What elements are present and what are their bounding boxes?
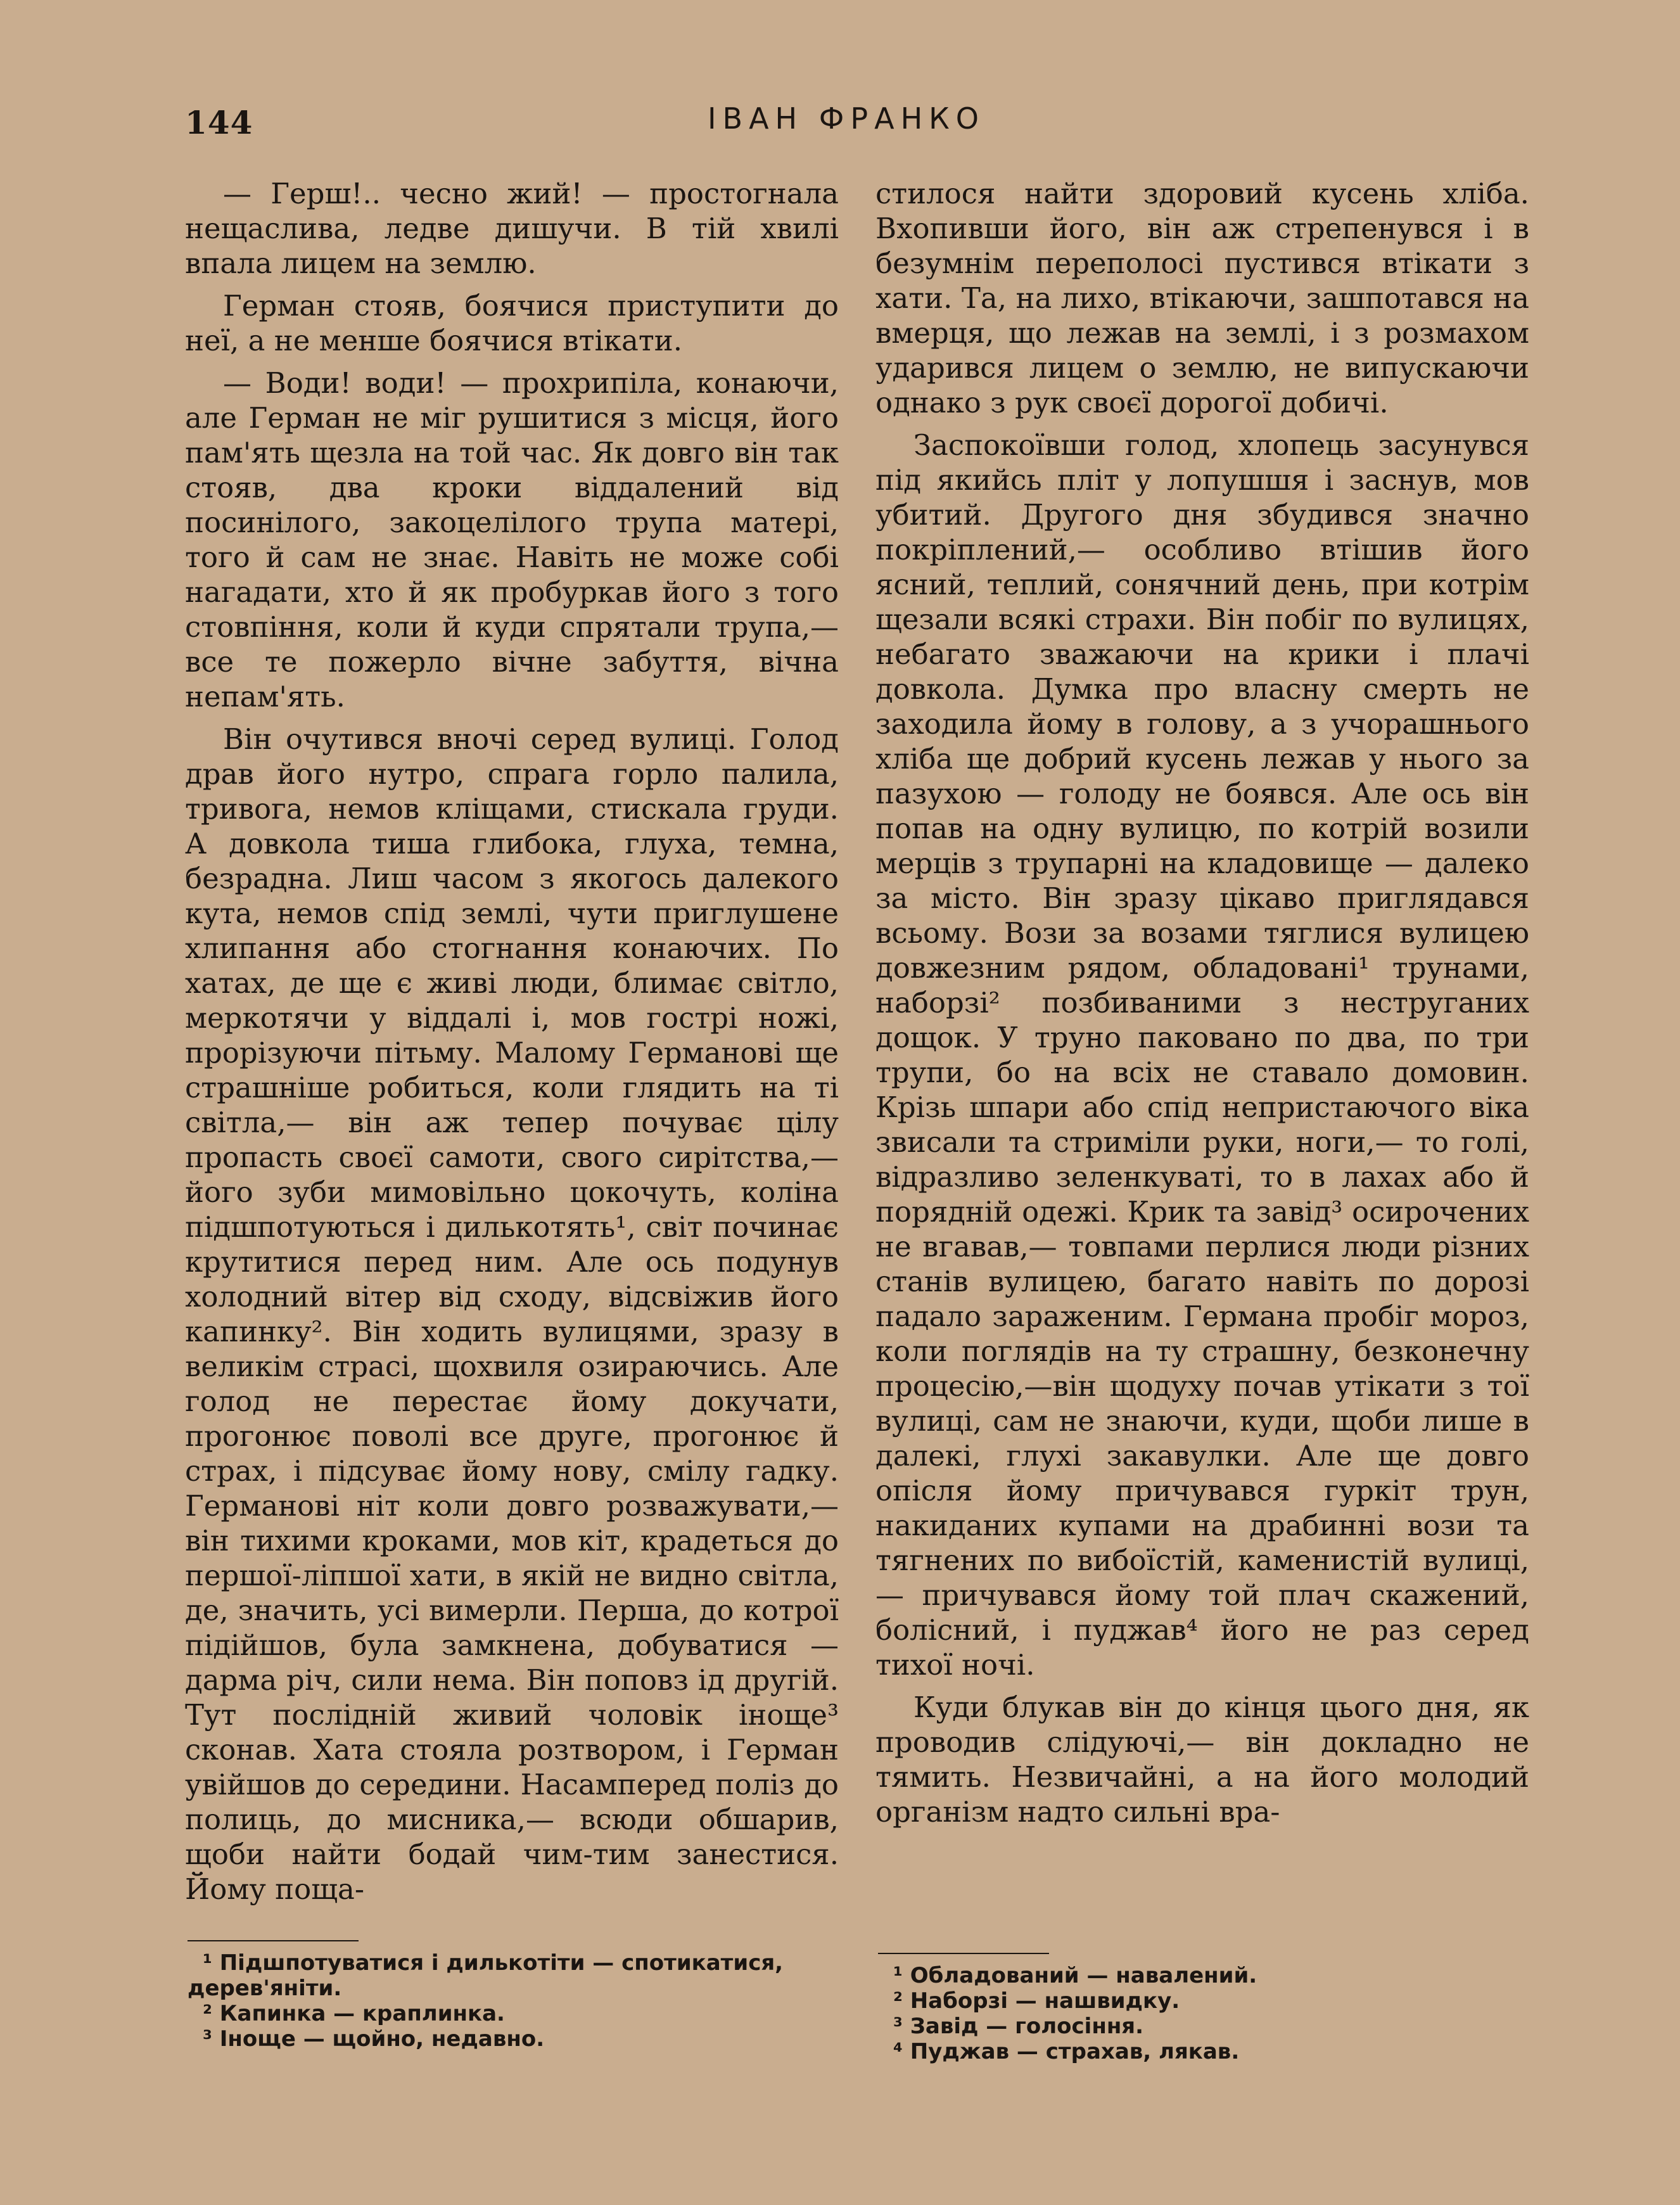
- right-column: [875, 176, 1529, 1829]
- paragraph: — Герш!.. чесно жий! — простогнала нещаслива, ледве дишучи. В тій хвилі впала лицем на землю.: [185, 177, 839, 280]
- paragraph: Заспокоївши голод, хлопець засунувся під якийсь пліт у лопушшя і заснув, мов убитий. Другого дня збудився значно покріплений,— особливо втішив його ясний, теплий, сонячний день, при котрім щезали всякі страхи. Він побіг по вулицях, небагато зважаючи на крики і плачі довкола. Думка про власну смерть не заходила йому в голову, а з учорашнього хліба ще добрий кусень лежав у нього за пазухою — голоду не боявся. Але ось він попав на одну вулицю, по котрій возили мерців з трупарні на кладовище — далеко за місто. Він зразу цікаво приглядався всьому. Вози за возами тяглися вулицею довжезним рядом, обладовані¹ трунами, наборзі² позбиваними з неструганих дощок. У труно паковано по два, по три трупи, бо на всіх не ставало домовин. Крізь шпари або спід непристаючого віка звисали та стриміли руки, ноги,— то голі, відразливо зеленкуваті, то в лахах або й порядній одежі. Крик та завід³ осирочених не вгавав,— товпами перлися люди різних станів вулицею, багато навіть по дорозі падало зараженим. Германа пробіг мороз, коли поглядів на ту страшну, безконечну процесію,—він щодуху почав утікати з тої вулиці, сам не знаючи, куди, щоби лише в далекі, глухі закавулки. Але ще довго опісля йому причувався гуркіт трун, накиданих купами на драбинні вози та тягнених по вибоїстій, каменистій вулиці,— причувався йому той плач скажений, болісний, і пуджав⁴ його не раз серед тихої ночі.: [875, 428, 1529, 1682]
- footnote-rule: [188, 1940, 359, 1941]
- footnote-rule: [878, 1953, 1049, 1954]
- paragraph: Він очутився вночі серед вулиці. Голод драв його нутро, спрага горло палила, тривога, немов кліщами, стискала груди. А довкола тиша глибока, глуха, темна, безрадна. Лиш часом з якогось далекого кута, немов спід землі, чути приглушене хлипання або стогнання конаючих. По хатах, де ще є живі люди, блимає світло, меркотячи у віддалі і, мов гострі ножі, прорізуючи пітьму. Малому Германові ще страшніше робиться, коли глядить на ті світла,— він аж тепер почуває цілу пропасть своєї самоти, свого сирітства,— його зуби мимовільно цокочуть, коліна підшпотуються і дилькотять¹, світ починає крутитися перед ним. Але ось подунув холодний вітер від сходу, відсвіжив його капинку². Він ходить вулицями, зразу в великім страсі, щохвиля озираючись. Але голод не перестає йому докучати, прогонює поволі все друге, прогонює й страх, і підсуває йому нову, смілу гадку. Германові ніт коли довго розважувати,— він тихими кроками, мов кіт, крадеться до першої-ліпшої хати, в якій не видно світла, де, значить, усі вимерли. Перша, до котрої підійшов, була замкнена, добуватися — дарма річ, сили нема. Він поповз ід другій. Тут послідній живий чоловік іноще³ сконав. Хата стояла розтвором, і Герман увійшов до середини. Насамперед поліз до полиць, до мисника,— всюди обшарив, щоби найти бодай чим-тим занестися. Йому поща-: [185, 722, 839, 1906]
- footnote: ¹ Підшпотуватися і дилькотіти — спотикатися, дерев'яніти.: [188, 1950, 784, 2001]
- footnote: ³ Іноще — щойно, недавно.: [203, 2026, 545, 2052]
- footnote: ³ Завід — голосіння.: [893, 2014, 1144, 2039]
- paragraph: Герман стояв, боячися приступити до неї, а не менше боячися втікати.: [185, 289, 839, 357]
- footnote: ⁴ Пуджав — страхав, лякав.: [893, 2039, 1240, 2064]
- footnote: ¹ Обладований — навалений.: [893, 1963, 1257, 1988]
- footnote: ² Наборзі — нашвидку.: [893, 1988, 1180, 2014]
- footnotes-right: [878, 1963, 1532, 2064]
- paragraph: — Води! води! — прохрипіла, конаючи, але Герман не міг рушитися з місця, його пам'ять щезла на той час. Як довго він так стояв, два кроки віддалений від посинілого, закоцелілого трупа матері, того й сам не знає. Навіть не може собі нагадати, хто й як пробуркав його з того стовпіння, коли й куди спрятали трупа,— все те пожерло вічне забуття, вічна непам'ять.: [185, 366, 839, 713]
- paragraph: стилося найти здоровий кусень хліба. Вхопивши його, він аж стрепенувся і в безумнім переполосі пустився втікати з хати. Та, на лихо, втікаючи, зашпотався на вмерця, що лежав на землі, і з розмахом ударився лицем о землю, не випускаючи однако з рук своєї дорогої добичі.: [875, 177, 1529, 419]
- footnote: ² Капинка — краплинка.: [203, 2001, 505, 2026]
- running-head: ІВАН ФРАНКО: [707, 101, 986, 136]
- page-number: 144: [185, 104, 253, 141]
- left-column: [185, 176, 839, 1907]
- paragraph: Куди блукав він до кінця цього дня, як проводив слідуючі,— він докладно не тямить. Незвичайні, а на його молодий організм надто сильні вра-: [875, 1690, 1529, 1829]
- footnotes-left: [188, 1950, 841, 2052]
